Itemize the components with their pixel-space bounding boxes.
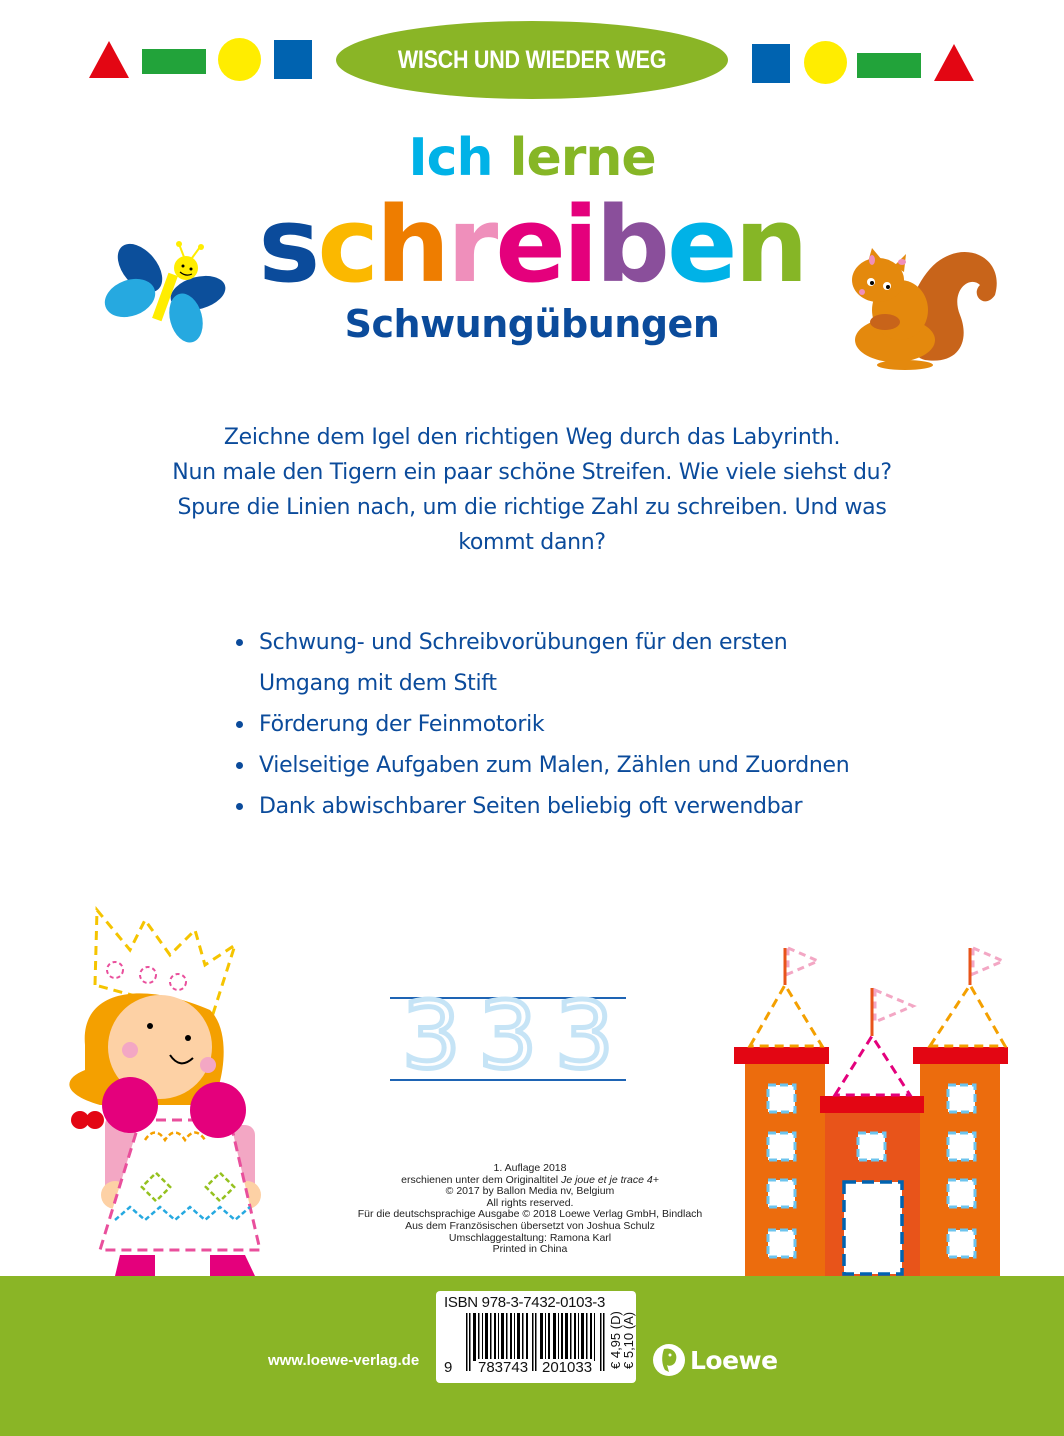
feature-text: Dank abwischbarer Seiten beliebig oft verwendbar — [259, 794, 803, 819]
isbn-number: ISBN 978-3-7432-0103-3 — [444, 1294, 606, 1311]
title-letter: s — [258, 184, 318, 306]
title-letter: r — [447, 184, 496, 306]
imprint-block — [350, 1163, 710, 1256]
red-triangle-icon — [934, 44, 974, 81]
feature-text: Vielseitige Aufgaben zum Malen, Zählen und Zuordnen — [259, 753, 850, 778]
title-letter: c — [317, 184, 376, 306]
title-line-1 — [0, 128, 1064, 188]
tracing-digits: 333 — [402, 982, 632, 1089]
bullet-icon — [236, 762, 243, 769]
title-letter: b — [595, 184, 667, 306]
feature-item — [232, 704, 872, 745]
green-rectangle-icon — [857, 53, 921, 78]
bullet-icon — [236, 721, 243, 728]
title-letter: n — [734, 184, 806, 306]
price-block — [608, 1291, 636, 1383]
publisher-website-link[interactable]: www.loewe-verlag.de — [268, 1352, 420, 1369]
lion-head-icon — [652, 1343, 686, 1377]
imprint-line: All rights reserved. — [486, 1196, 574, 1209]
isbn-barcode — [436, 1291, 636, 1383]
description-line: Nun male den Tigern ein paar schöne Streifen. Wie viele siehst du? — [172, 460, 892, 485]
description-line: Spure die Linien nach, um die richtige Zahl zu schreiben. Und was — [177, 495, 887, 520]
feature-item — [232, 786, 872, 827]
title-word-ich: Ich — [408, 128, 493, 188]
wisch-und-wieder-weg-badge — [336, 21, 728, 99]
blue-square-icon — [274, 40, 312, 79]
castle-illustration — [730, 940, 1030, 1280]
imprint-text: erschienen unter dem Originaltitel — [401, 1173, 562, 1186]
barcode-digits-group1: 783743 — [478, 1359, 529, 1376]
description-line: Zeichne dem Igel den richtigen Weg durch das Labyrinth. — [223, 425, 841, 450]
green-rectangle-icon — [142, 49, 206, 74]
imprint-line: © 2017 by Ballon Media nv, Belgium — [445, 1185, 615, 1198]
bullet-icon — [236, 803, 243, 810]
badge-label: WISCH UND WIEDER WEG — [397, 45, 667, 74]
title-letter: i — [562, 184, 596, 306]
feature-text: Förderung der Feinmotorik — [259, 712, 545, 737]
feature-item — [232, 622, 872, 704]
feature-text: Umgang mit dem Stift — [259, 671, 497, 696]
title-letter: e — [666, 184, 735, 306]
butterfly-illustration — [100, 238, 230, 343]
barcode-digit-first: 9 — [444, 1359, 453, 1376]
loewe-logo — [652, 1343, 778, 1377]
yellow-circle-icon — [804, 41, 847, 84]
imprint-line: Für die deutschsprachige Ausgabe © 2018 Loewe Verlag GmbH, Bindlach — [357, 1208, 703, 1221]
title-letter: e — [495, 184, 563, 306]
subtitle-schwunguebungen: Schwungübungen — [344, 302, 720, 346]
title-letter: h — [375, 184, 448, 306]
price-germany: € 4,95 (D) — [608, 1311, 623, 1369]
yellow-circle-icon — [218, 38, 261, 81]
feature-text: Schwung- und Schreibvorübungen für den ersten — [259, 630, 788, 655]
imprint-line: Aus dem Französischen übersetzt von Joshua Schulz — [405, 1219, 655, 1232]
blue-square-icon — [752, 44, 790, 83]
bullet-icon — [236, 639, 243, 646]
description-paragraph — [150, 420, 914, 560]
imprint-line: Umschlaggestaltung: Ramona Karl — [448, 1231, 612, 1244]
imprint-line: Printed in China — [492, 1243, 568, 1256]
publisher-name: Loewe — [690, 1345, 778, 1375]
title-word-lerne: lerne — [509, 128, 656, 188]
feature-list — [232, 622, 872, 827]
imprint-line: 1. Auflage 2018 — [493, 1162, 567, 1174]
feature-item — [232, 745, 872, 786]
princess-illustration — [60, 895, 310, 1280]
description-line: kommt dann? — [458, 530, 606, 555]
price-austria: € 5,10 (A) — [621, 1311, 636, 1369]
barcode-digits-group2: 201033 — [542, 1359, 593, 1376]
red-triangle-icon — [89, 41, 129, 78]
squirrel-illustration — [830, 240, 1000, 370]
original-title: Je joue et je trace 4+ — [561, 1173, 659, 1186]
